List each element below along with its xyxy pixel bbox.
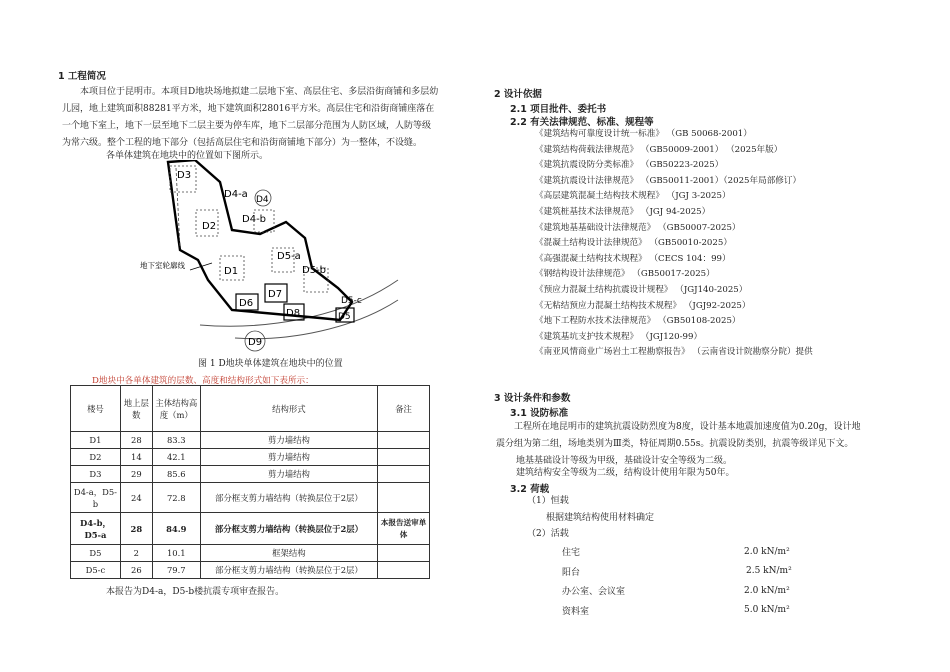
cell-building: D4-a，D5-b (71, 483, 121, 513)
cell-floors: 28 (120, 513, 152, 545)
label-d6: D6 (239, 298, 254, 309)
cell-height: 42.1 (152, 449, 200, 466)
dead-load-desc: 根据建筑结构使用材料确定 (546, 513, 655, 523)
reference-item: 《建筑地基基础设计法律规范》 （GB50007-2025） (535, 222, 741, 233)
label-d7: D7 (268, 289, 283, 300)
load-name: 办公室、会议室 (562, 587, 626, 598)
figure-caption: 图 1 D地块单体建筑在地块中的位置 (198, 359, 343, 369)
dead-load-title: （1）恒载 (527, 496, 569, 506)
reference-item: 《钢结构设计法律规范》 （GB50017-2025） (535, 269, 715, 280)
load-name: 阳台 (562, 567, 581, 578)
label-basement-outline: 地下室轮廓线 (140, 261, 185, 270)
cell-note (378, 483, 430, 513)
foundation-line: 地基基础设计等级为甲级，基础设计安全等级为二级。 (516, 456, 733, 466)
reference-list (535, 127, 813, 361)
load-row (562, 542, 804, 562)
cell-building: D5-c (71, 562, 121, 579)
cell-height: 72.8 (152, 483, 200, 513)
label-d1: D1 (224, 266, 239, 277)
label-d5b: D5-b (302, 265, 327, 276)
load-value: 2.0 kN/m² (744, 585, 790, 596)
cell-building: D5 (71, 545, 121, 562)
section-1-title: 1 工程简况 (58, 71, 106, 82)
load-name: 资料室 (562, 606, 590, 617)
reference-item: 《高层建筑混凝土结构技术规程》 （JGJ 3-2025） (535, 191, 731, 202)
reference-item: 《预应力混凝土结构抗震设计规程》 （JGJ140-2025） (535, 284, 748, 295)
load-row (562, 562, 804, 582)
label-d4b: D4-b (242, 214, 267, 225)
table-row (71, 483, 430, 513)
cell-building: D4-b，D5-a (71, 513, 121, 545)
reference-item: 《南亚风情商业广场岩土工程勘察报告》 （云南省设计院勘察分院）提供 (535, 347, 813, 358)
header-building: 楼号 (71, 386, 121, 432)
seismic-line: 工程所在地昆明市的建筑抗震设防烈度为8度，设计基本地震加速度值为0.20g，设计地 (514, 422, 861, 432)
cell-note (378, 449, 430, 466)
table-row (71, 562, 430, 579)
header-structure: 结构形式 (200, 386, 377, 432)
cell-structure: 部分框支剪力墙结构（转换层位于2层） (200, 513, 377, 545)
table-intro: D地块中各单体建筑的层数、高度和结构形式如下表所示： (92, 376, 314, 386)
cell-note (378, 545, 430, 562)
cell-floors: 29 (120, 466, 152, 483)
section-2-title: 2 设计依据 (494, 89, 542, 100)
header-height: 主体结构高度（m） (152, 386, 200, 432)
cell-floors: 2 (120, 545, 152, 562)
header-floors: 地上层数 (120, 386, 152, 432)
live-load-table (562, 542, 804, 620)
load-name: 住宅 (562, 548, 581, 559)
label-d5a: D5-a (277, 251, 301, 262)
table-row (71, 432, 430, 449)
label-d9: D9 (248, 337, 263, 348)
intro-line: 一个地下室上，地下一层至地下二层主要为停车库，地下二层部分范围为人防区域，人防等级 (62, 121, 432, 131)
cell-floors: 28 (120, 432, 152, 449)
cell-building: D1 (71, 432, 121, 449)
table-row-highlight (71, 513, 430, 545)
reference-item: 《建筑基坑支护技术规程》 （JGJ120-99） (535, 331, 703, 342)
intro-line: 儿园，地上建筑面积88281平方米，地下建筑面积28016平方米。高层住宅和沿街商铺座落在 (62, 104, 435, 114)
table-header-row (71, 386, 430, 432)
load-row (562, 601, 804, 621)
label-d8: D8 (286, 308, 301, 319)
intro-line: 为常六级。整个工程的地下部分（包括高层住宅和沿街商铺地下部分）为一整体，不设缝。 (62, 138, 423, 148)
cell-building: D2 (71, 449, 121, 466)
section-2-2-title: 2.2 有关法律规范、标准、规程等 (510, 117, 654, 128)
road-edge-inner (235, 300, 398, 339)
load-value: 2.0 kN/m² (744, 546, 790, 557)
cell-height: 85.6 (152, 466, 200, 483)
intro-paragraph (62, 84, 472, 152)
reference-item: 《建筑结构荷载法律规范》 （GB50009-2001） （2025年版） (535, 144, 783, 155)
label-d2: D2 (202, 221, 217, 232)
cell-note (378, 466, 430, 483)
seismic-paragraph (496, 419, 861, 453)
building-table (70, 385, 430, 579)
cell-structure: 部分框支剪力墙结构（转换层位于2层） (200, 562, 377, 579)
cell-floors: 14 (120, 449, 152, 466)
load-row (562, 581, 804, 601)
label-d3: D3 (177, 170, 192, 181)
cell-note (378, 432, 430, 449)
reference-item: 《建筑抗震设计法律规范》 （GB50011-2001）（2025年局部修订） (535, 175, 802, 186)
section-2-1-title: 2.1 项目批件、委托书 (510, 104, 607, 115)
header-note: 备注 (378, 386, 430, 432)
live-load-title: （2）活载 (527, 529, 569, 539)
load-value: 5.0 kN/m² (744, 605, 790, 616)
label-d4: D4 (256, 195, 269, 205)
intro-line: 本项目位于昆明市。本项目D地块场地拟建二层地下室、高层住宅、多层沿街商铺和多层幼 (80, 87, 439, 97)
label-d4a: D4-a (224, 189, 248, 200)
load-value: 2.5 kN/m² (746, 566, 792, 577)
reference-item: 《混凝土结构设计法律规范》 （GB50010-2025） (535, 238, 732, 249)
cell-structure: 框架结构 (200, 545, 377, 562)
reference-item: 《建筑桩基技术法律规范》 （JGJ 94-2025） (535, 206, 711, 217)
cell-height: 10.1 (152, 545, 200, 562)
table-row (71, 466, 430, 483)
cell-floors: 26 (120, 562, 152, 579)
safety-line: 建筑结构安全等级为二级，结构设计使用年限为50年。 (516, 468, 735, 478)
cell-building: D3 (71, 466, 121, 483)
report-line: 本报告为D4-a，D5-b楼抗震专项审查报告。 (106, 587, 285, 597)
label-d5c: D5-c (341, 296, 362, 306)
reference-item: 《建筑结构可靠度设计统一标准》 （GB 50068-2001） (535, 129, 752, 139)
section-3-1-title: 3.1 设防标准 (510, 408, 569, 419)
cell-structure: 部分框支剪力墙结构（转换层位于2层） (200, 483, 377, 513)
reference-item: 《地下工程防水技术法律规范》 （GB50108-2025） (535, 316, 741, 327)
cell-structure: 剪力墙结构 (200, 466, 377, 483)
cell-note: 本报告送审单体 (378, 513, 430, 545)
site-plan-figure (140, 160, 400, 356)
reference-item: 《建筑抗震设防分类标准》 （GB50223-2025） (535, 160, 724, 171)
seismic-line: 震分组为第二组，场地类别为Ⅲ类，特征周期0.55s。抗震设防类别，抗震等级详见下文。 (496, 439, 854, 449)
reference-item: 《无粘结预应力混凝土结构技术规程》 （JGJ92-2025） (535, 300, 751, 311)
table-row (71, 449, 430, 466)
position-line: 各单体建筑在地块中的位置如下图所示。 (106, 151, 269, 161)
road-edge-outer (200, 280, 398, 326)
cell-height: 83.3 (152, 432, 200, 449)
section-3-2-title: 3.2 荷载 (510, 484, 550, 495)
table-row (71, 545, 430, 562)
cell-note (378, 562, 430, 579)
cell-floors: 24 (120, 483, 152, 513)
section-3-title: 3 设计条件和参数 (494, 393, 571, 404)
label-d5: D5 (338, 312, 351, 322)
reference-item: 《高强混凝土结构技术规程》 （CECS 104：99） (535, 253, 731, 264)
cell-structure: 剪力墙结构 (200, 449, 377, 466)
cell-height: 84.9 (152, 513, 200, 545)
cell-height: 79.7 (152, 562, 200, 579)
cell-structure: 剪力墙结构 (200, 432, 377, 449)
